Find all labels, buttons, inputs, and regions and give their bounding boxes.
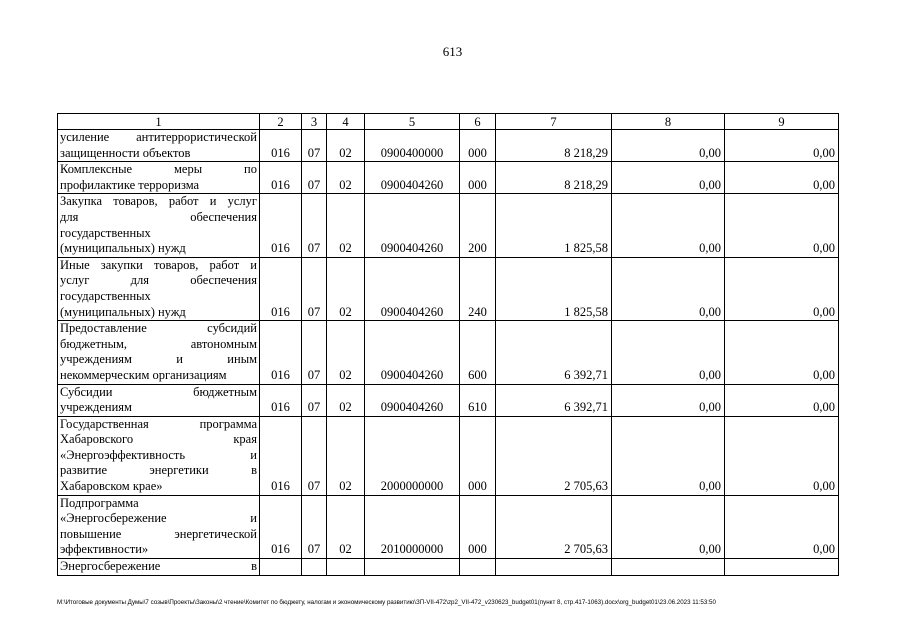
item-name-cell	[58, 257, 260, 320]
expense-type-cell: 240	[460, 257, 496, 320]
column-header-9: 9	[725, 114, 839, 130]
amount-year3-cell: 0,00	[725, 130, 839, 162]
amount-year3-cell: 0,00	[725, 416, 839, 495]
target-item-cell	[365, 559, 460, 576]
item-name-line: эффективности»	[60, 542, 149, 557]
column-header-5: 5	[365, 114, 460, 130]
amount-cell: 8 218,29	[496, 162, 612, 194]
amount-year2-cell: 0,00	[612, 416, 725, 495]
amount-year2-cell: 0,00	[612, 162, 725, 194]
amount-year3-cell	[725, 559, 839, 576]
expense-type-cell	[460, 559, 496, 576]
item-name-line: повышение энергетической	[60, 526, 257, 541]
file-path-footer: M:\Итоговые документы Думы\7 созыв\Проекты\Законы\2 чтение\Комитет по бюджету, налогам и экономическому развитию\ЗП-VII-472\zp2_VII-472_v230623_budget01(пункт 8, стр.417-1063).docx\org_budget01\23.06.2023 11:53:50	[57, 599, 716, 606]
subsection-cell: 02	[327, 384, 365, 416]
column-header-3: 3	[302, 114, 327, 130]
amount-cell: 8 218,29	[496, 130, 612, 162]
amount-cell: 6 392,71	[496, 321, 612, 384]
item-name-cell	[58, 162, 260, 194]
item-name-line: Закупка товаров, работ и услуг	[60, 194, 257, 209]
section-cell: 07	[302, 194, 327, 257]
amount-year2-cell	[612, 559, 725, 576]
item-name-line: (муниципальных) нужд	[60, 241, 186, 256]
section-cell	[302, 559, 327, 576]
subsection-cell: 02	[327, 257, 365, 320]
section-cell: 07	[302, 130, 327, 162]
amount-cell: 6 392,71	[496, 384, 612, 416]
target-item-cell: 0900404260	[365, 384, 460, 416]
page-number: 613	[442, 44, 463, 59]
section-cell: 07	[302, 416, 327, 495]
subsection-cell: 02	[327, 130, 365, 162]
item-name-line: некоммерческим организациям	[60, 367, 227, 382]
item-name-line: развитие энергетики в	[60, 463, 257, 478]
target-item-cell: 0900404260	[365, 257, 460, 320]
table-row	[58, 384, 839, 416]
column-header-1: 1	[58, 114, 260, 130]
amount-cell: 1 825,58	[496, 194, 612, 257]
budget-table	[57, 113, 839, 576]
expense-type-cell: 000	[460, 130, 496, 162]
item-name-cell	[58, 194, 260, 257]
amount-year3-cell: 0,00	[725, 384, 839, 416]
amount-year2-cell: 0,00	[612, 194, 725, 257]
item-name-line: Хабаровском крае»	[60, 479, 163, 494]
item-name-line: учреждениям и иным	[60, 352, 257, 367]
item-name-line: бюджетным, автономным	[60, 336, 257, 351]
section-cell: 07	[302, 162, 327, 194]
column-header-8: 8	[612, 114, 725, 130]
table-row	[58, 416, 839, 495]
table-row	[58, 321, 839, 384]
item-name-cell	[58, 495, 260, 558]
subsection-cell: 02	[327, 194, 365, 257]
item-name-cell	[58, 384, 260, 416]
column-header-6: 6	[460, 114, 496, 130]
amount-year2-cell: 0,00	[612, 130, 725, 162]
item-name-line: Хабаровского края	[60, 432, 257, 447]
table-row	[58, 495, 839, 558]
kbk-ministry-cell: 016	[260, 162, 302, 194]
expense-type-cell: 000	[460, 416, 496, 495]
kbk-ministry-cell: 016	[260, 321, 302, 384]
subsection-cell: 02	[327, 495, 365, 558]
item-name-cell	[58, 321, 260, 384]
subsection-cell: 02	[327, 321, 365, 384]
subsection-cell: 02	[327, 416, 365, 495]
amount-cell	[496, 559, 612, 576]
item-name-line: «Энергоэффективность и	[60, 447, 257, 462]
kbk-ministry-cell: 016	[260, 257, 302, 320]
kbk-ministry-cell	[260, 559, 302, 576]
item-name-line: усиление антитеррористической	[60, 130, 257, 144]
item-name-cell	[58, 559, 260, 576]
expense-type-cell: 000	[460, 495, 496, 558]
column-header-7: 7	[496, 114, 612, 130]
amount-year3-cell: 0,00	[725, 495, 839, 558]
item-name-line: Подпрограмма	[60, 495, 139, 510]
item-name-line: Комплексные меры по	[60, 162, 257, 177]
item-name-line: Энергосбережение в	[60, 559, 257, 574]
table-body	[58, 130, 839, 576]
target-item-cell: 0900400000	[365, 130, 460, 162]
amount-year3-cell: 0,00	[725, 257, 839, 320]
kbk-ministry-cell: 016	[260, 194, 302, 257]
kbk-ministry-cell: 016	[260, 416, 302, 495]
target-item-cell: 2000000000	[365, 416, 460, 495]
item-name-line: государственных	[60, 225, 151, 240]
item-name-line: Предоставление субсидий	[60, 321, 257, 336]
section-cell: 07	[302, 495, 327, 558]
section-cell: 07	[302, 384, 327, 416]
expense-type-cell: 000	[460, 162, 496, 194]
table-row	[58, 194, 839, 257]
item-name-line: Государственная программа	[60, 416, 257, 431]
item-name-line: учреждениям	[60, 400, 132, 415]
item-name-line: «Энергосбережение и	[60, 511, 257, 526]
table-row	[58, 162, 839, 194]
amount-year2-cell: 0,00	[612, 495, 725, 558]
expense-type-cell: 610	[460, 384, 496, 416]
column-header-2: 2	[260, 114, 302, 130]
column-number-row	[58, 114, 839, 130]
item-name-line: (муниципальных) нужд	[60, 304, 186, 319]
target-item-cell: 0900404260	[365, 194, 460, 257]
kbk-ministry-cell: 016	[260, 130, 302, 162]
target-item-cell: 0900404260	[365, 321, 460, 384]
item-name-line: Субсидии бюджетным	[60, 384, 257, 399]
amount-year2-cell: 0,00	[612, 257, 725, 320]
amount-cell: 2 705,63	[496, 495, 612, 558]
item-name-line: услуг для обеспечения	[60, 273, 257, 288]
amount-year3-cell: 0,00	[725, 162, 839, 194]
amount-year3-cell: 0,00	[725, 194, 839, 257]
target-item-cell: 0900404260	[365, 162, 460, 194]
expense-type-cell: 600	[460, 321, 496, 384]
table-row	[58, 559, 839, 576]
amount-year2-cell: 0,00	[612, 384, 725, 416]
item-name-line: профилактике терроризма	[60, 177, 200, 192]
expense-type-cell: 200	[460, 194, 496, 257]
amount-cell: 2 705,63	[496, 416, 612, 495]
kbk-ministry-cell: 016	[260, 495, 302, 558]
column-header-4: 4	[327, 114, 365, 130]
kbk-ministry-cell: 016	[260, 384, 302, 416]
subsection-cell	[327, 559, 365, 576]
item-name-line: Иные закупки товаров, работ и	[60, 257, 257, 272]
amount-year2-cell: 0,00	[612, 321, 725, 384]
item-name-line: для обеспечения	[60, 209, 257, 224]
section-cell: 07	[302, 257, 327, 320]
table-row	[58, 130, 839, 162]
item-name-cell	[58, 130, 260, 162]
amount-year3-cell: 0,00	[725, 321, 839, 384]
section-cell: 07	[302, 321, 327, 384]
amount-cell: 1 825,58	[496, 257, 612, 320]
table-row	[58, 257, 839, 320]
item-name-line: государственных	[60, 288, 151, 303]
item-name-line: защищенности объектов	[60, 145, 191, 160]
subsection-cell: 02	[327, 162, 365, 194]
item-name-cell	[58, 416, 260, 495]
target-item-cell: 2010000000	[365, 495, 460, 558]
